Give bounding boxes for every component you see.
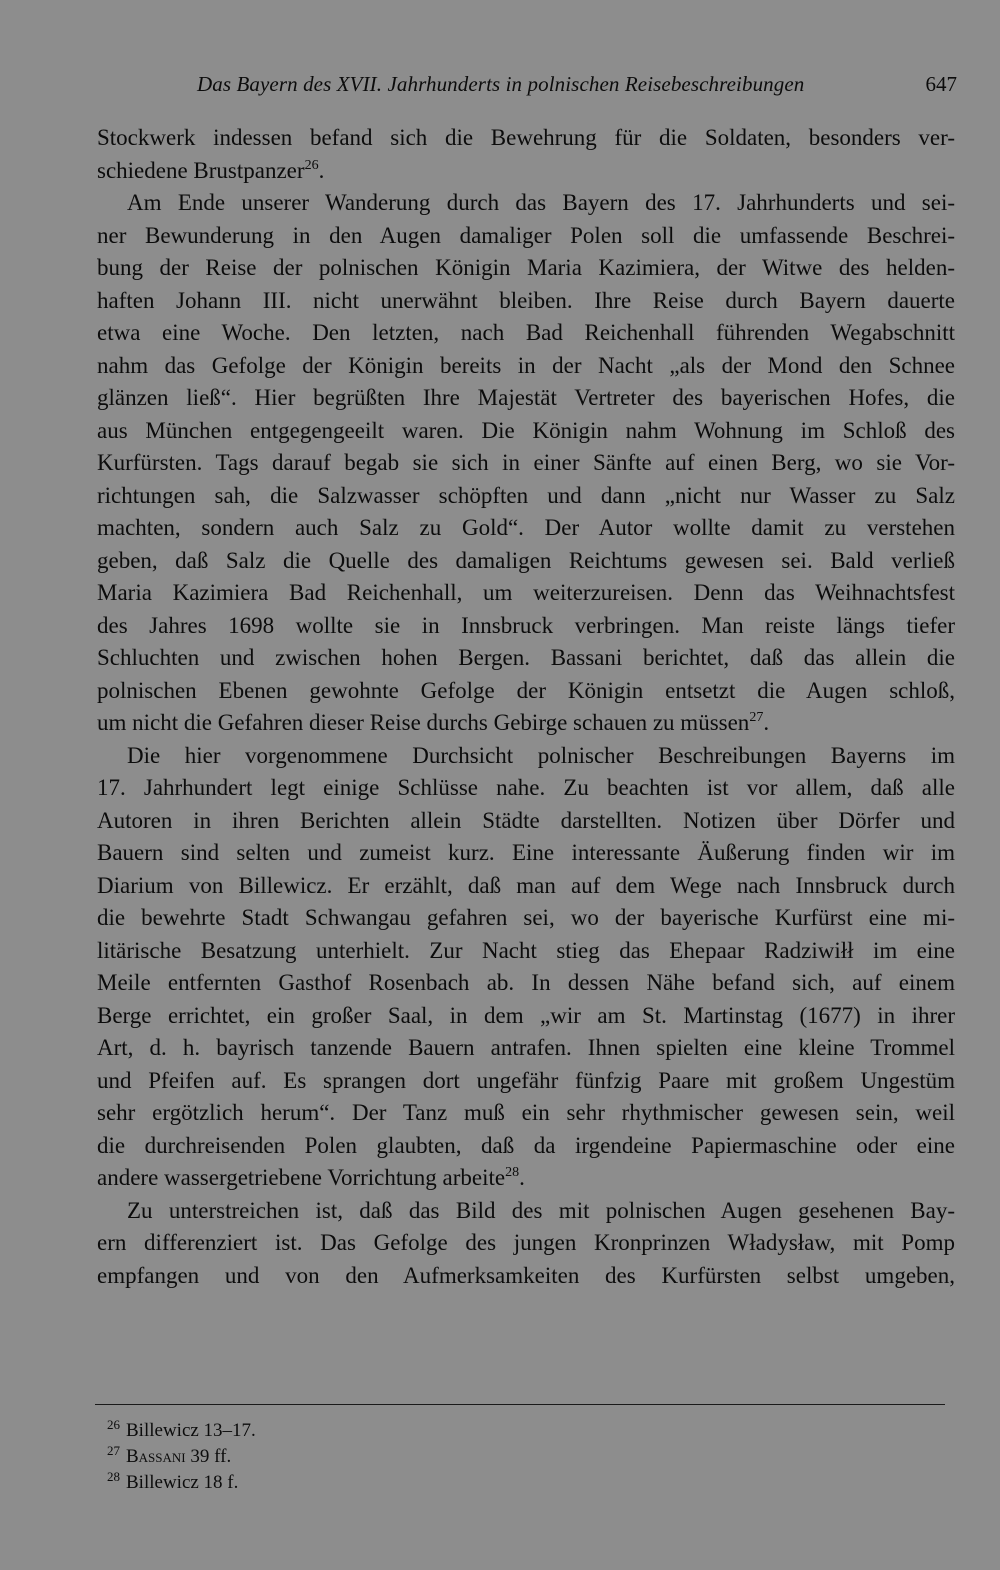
text-line: Bauern sind selten und zumeist kurz. Eine interessante Äußerung finden wir im: [97, 840, 955, 865]
running-title: Das Bayern des XVII. Jahrhunderts in polnischen Reisebeschreibungen: [197, 72, 805, 96]
text-line: sehr ergötzlich herum“. Der Tanz muß ein sehr rhythmischer gewesen sein, weil: [97, 1100, 955, 1125]
text-line: [97, 155, 955, 188]
text-line: des Jahres 1698 wollte sie in Innsbruck verbringen. Man reiste längs tiefer: [97, 612, 955, 638]
footnote: [107, 1470, 256, 1496]
page-header: [95, 72, 957, 108]
page-number: 647: [925, 72, 957, 96]
text-line: haften Johann III. nicht unerwähnt bleiben. Ihre Reise durch Bayern dauerte: [97, 287, 955, 313]
footnote-author: Bassani: [126, 1446, 186, 1467]
footnote-number: 27: [107, 1443, 120, 1458]
text-line: Autoren in ihren Berichten allein Städte darstellten. Notizen über Dörfer und: [97, 807, 955, 833]
text-line: Berge errichtet, ein großer Saal, in dem „wir am St. Martinstag (1677) in ihrer: [97, 1002, 955, 1028]
footnote-reference: 27: [749, 710, 764, 725]
footnote-number: 26: [107, 1417, 120, 1432]
text-span: andere wassergetriebene Vorrichtung arbeite: [97, 1165, 506, 1190]
text-line: glänzen ließ“. Hier begrüßten Ihre Majestät Vertreter des bayerischen Hofes, die: [97, 385, 955, 410]
text-line: die bewehrte Stadt Schwangau gefahren sei, wo der bayerische Kurfürst eine mi-: [97, 905, 955, 930]
footnote-number: 28: [107, 1469, 120, 1484]
text-line: die durchreisenden Polen glaubten, daß da irgendeine Papiermaschine oder eine: [97, 1132, 955, 1158]
text-span: schiedene Brustpanzer: [97, 157, 305, 183]
text-line: Schluchten und zwischen hohen Bergen. Bassani berichtet, daß das allein die: [97, 645, 955, 670]
text-line: [97, 1162, 955, 1195]
text-line: Maria Kazimiera Bad Reichenhall, um weiterzureisen. Denn das Weihnachtsfest: [97, 580, 955, 605]
text-line: aus München entgegengeeilt waren. Die Königin nahm Wohnung im Schloß des: [97, 417, 955, 443]
text-line: [97, 707, 955, 740]
text-line: und Pfeifen auf. Es sprangen dort ungefähr fünfzig Paare mit großem Ungestüm: [97, 1067, 955, 1093]
footnote-divider: [95, 1404, 945, 1405]
text-span: .: [318, 157, 325, 183]
text-line: Zu unterstreichen ist, daß das Bild des mit polnischen Augen gesehenen Bay-: [127, 1197, 955, 1223]
text-line: etwa eine Woche. Den letzten, nach Bad Reichenhall führenden Wegabschnitt: [97, 320, 955, 345]
text-line: empfangen und von den Aufmerksamkeiten des Kurfürsten selbst umgeben,: [97, 1262, 955, 1288]
text-line: Die hier vorgenommene Durchsicht polnischer Beschreibungen Bayerns im: [127, 742, 955, 768]
footnote: [107, 1418, 256, 1444]
footnote-text: 39 ff.: [185, 1446, 232, 1467]
text-line: richtungen sah, die Salzwasser schöpften und dann „nicht nur Wasser zu Salz: [97, 482, 955, 508]
text-line: Am Ende unserer Wanderung durch das Bayern des 17. Jahrhunderts und sei-: [127, 190, 955, 215]
text-line: 17. Jahrhundert legt einige Schlüsse nahe. Zu beachten ist vor allem, daß alle: [97, 775, 955, 800]
footnote: [107, 1444, 256, 1470]
text-line: Stockwerk indessen befand sich die Bewehrung für die Soldaten, besonders ver-: [97, 125, 955, 150]
text-span: .: [763, 710, 770, 735]
footnote-reference: 26: [304, 157, 319, 173]
text-line: polnischen Ebenen gewohnte Gefolge der Königin entsetzt die Augen schloß,: [97, 677, 955, 703]
text-line: ner Bewunderung in den Augen damaliger Polen soll die umfassende Beschrei-: [97, 222, 955, 248]
text-line: geben, daß Salz die Quelle des damaligen Reichtums gewesen sei. Bald verließ: [97, 547, 955, 573]
text-span: um nicht die Gefahren dieser Reise durchs Gebirge schauen zu müssen: [97, 710, 750, 735]
text-line: Art, d. h. bayrisch tanzende Bauern antrafen. Ihnen spielten eine kleine Trommel: [97, 1035, 955, 1060]
text-line: Kurfürsten. Tags darauf begab sie sich in einer Sänfte auf einen Berg, wo sie Vor-: [97, 450, 955, 475]
footnote-text: Billewicz 18 f.: [126, 1472, 239, 1493]
text-line: bung der Reise der polnischen Königin Maria Kazimiera, der Witwe des helden-: [97, 255, 955, 280]
text-line: nahm das Gefolge der Königin bereits in der Nacht „als der Mond den Schnee: [97, 352, 955, 378]
footnote-text: Billewicz 13–17.: [126, 1420, 256, 1441]
text-line: machten, sondern auch Salz zu Gold“. Der Autor wollte damit zu verstehen: [97, 515, 955, 540]
body-text: [97, 122, 955, 1292]
text-line: litärische Besatzung unterhielt. Zur Nacht stieg das Ehepaar Radziwiłł im eine: [97, 937, 955, 963]
text-span: .: [519, 1165, 525, 1190]
footnotes: [107, 1418, 256, 1496]
text-line: Meile entfernten Gasthof Rosenbach ab. In dessen Nähe befand sich, auf einem: [97, 970, 955, 995]
text-line: ern differenziert ist. Das Gefolge des jungen Kronprinzen Władysław, mit Pomp: [97, 1230, 955, 1255]
text-line: Diarium von Billewicz. Er erzählt, daß man auf dem Wege nach Innsbruck durch: [97, 872, 955, 898]
footnote-reference: 28: [505, 1165, 520, 1180]
